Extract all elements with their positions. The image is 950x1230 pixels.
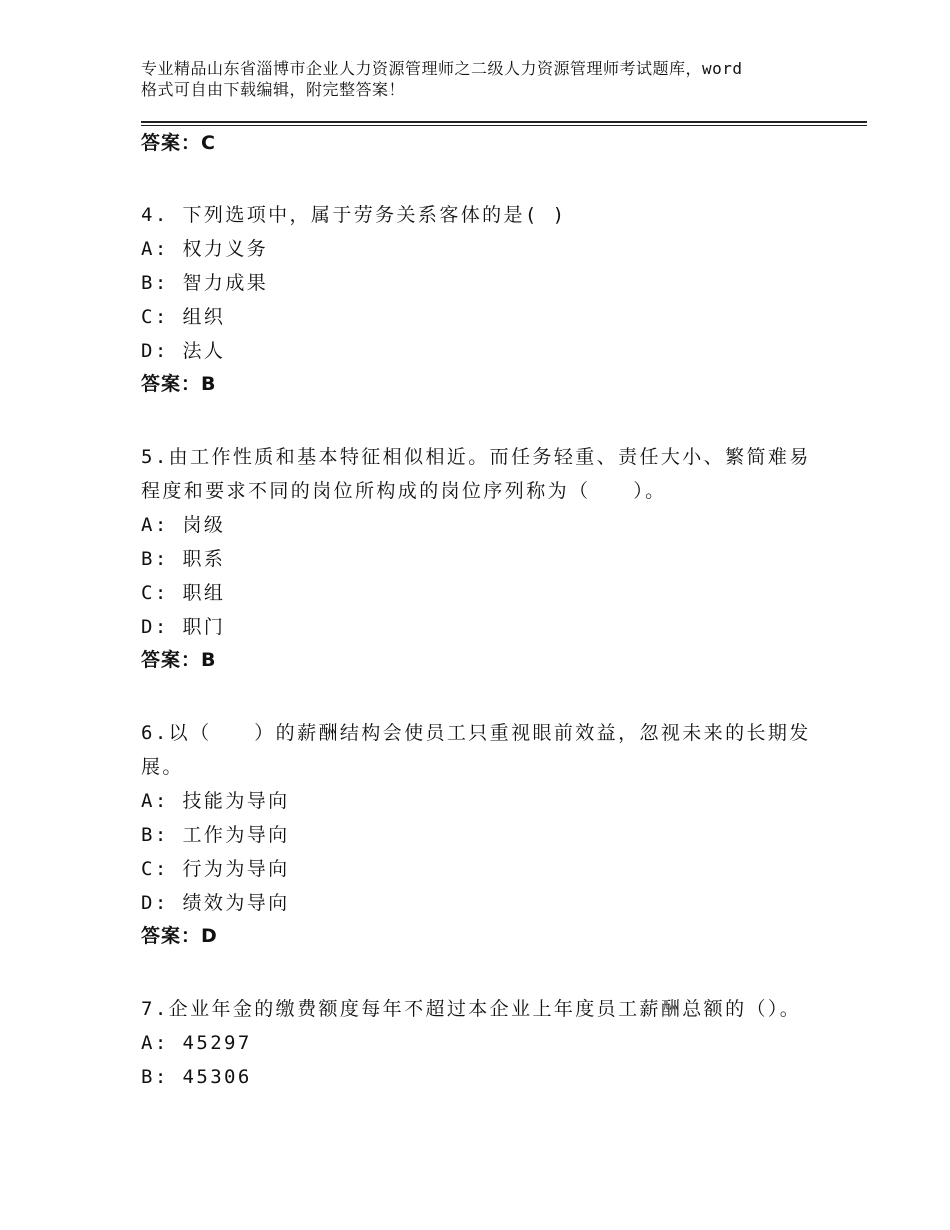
header-divider-thin: [141, 125, 867, 126]
option-d: D: 绩效为导向: [141, 892, 290, 914]
question-7: [141, 992, 821, 1094]
header-line-1: 专业精品山东省淄博市企业人力资源管理师之二级人力资源管理师考试题库，word: [141, 59, 743, 78]
option-c: C: 组织: [141, 306, 226, 328]
answer-label: 答案：C: [141, 132, 216, 154]
question-stem: 6.以（ ）的薪酬结构会使员工只重视眼前效益，忽视未来的长期发展。: [141, 722, 811, 778]
question-stem: 7.企业年金的缴费额度每年不超过本企业上年度员工薪酬总额的（）。: [141, 998, 802, 1020]
option-c: C: 职组: [141, 582, 226, 604]
answer-label: 答案：B: [141, 373, 217, 395]
option-b: B: 智力成果: [141, 272, 269, 294]
option-b: B: 职系: [141, 548, 226, 570]
option-d: D: 法人: [141, 340, 226, 362]
option-a: A: 权力义务: [141, 238, 269, 260]
question-stem: 4. 下列选项中，属于劳务关系客体的是( ): [141, 204, 567, 226]
header-divider-thick: [141, 121, 867, 123]
answer-label: 答案：B: [141, 649, 217, 671]
option-a: A: 岗级: [141, 514, 226, 536]
option-a: A: 技能为导向: [141, 790, 290, 812]
header-line-2: 格式可自由下载编辑，附完整答案！: [141, 80, 406, 99]
option-b: B: 45306: [141, 1066, 252, 1088]
answer-label: 答案：D: [141, 925, 218, 947]
question-list: [141, 128, 821, 1094]
option-d: D: 职门: [141, 616, 226, 638]
document-header: [141, 58, 841, 100]
option-c: C: 行为为导向: [141, 858, 290, 880]
question-6: [141, 716, 821, 952]
option-a: A: 45297: [141, 1032, 252, 1054]
option-b: B: 工作为导向: [141, 824, 290, 846]
question-stem: 5.由工作性质和基本特征相似相近。而任务轻重、责任大小、繁简难易程度和要求不同的岗位所构成的岗位序列称为（ ）。: [141, 446, 811, 502]
question-5: [141, 440, 821, 676]
question-4: [141, 198, 821, 400]
